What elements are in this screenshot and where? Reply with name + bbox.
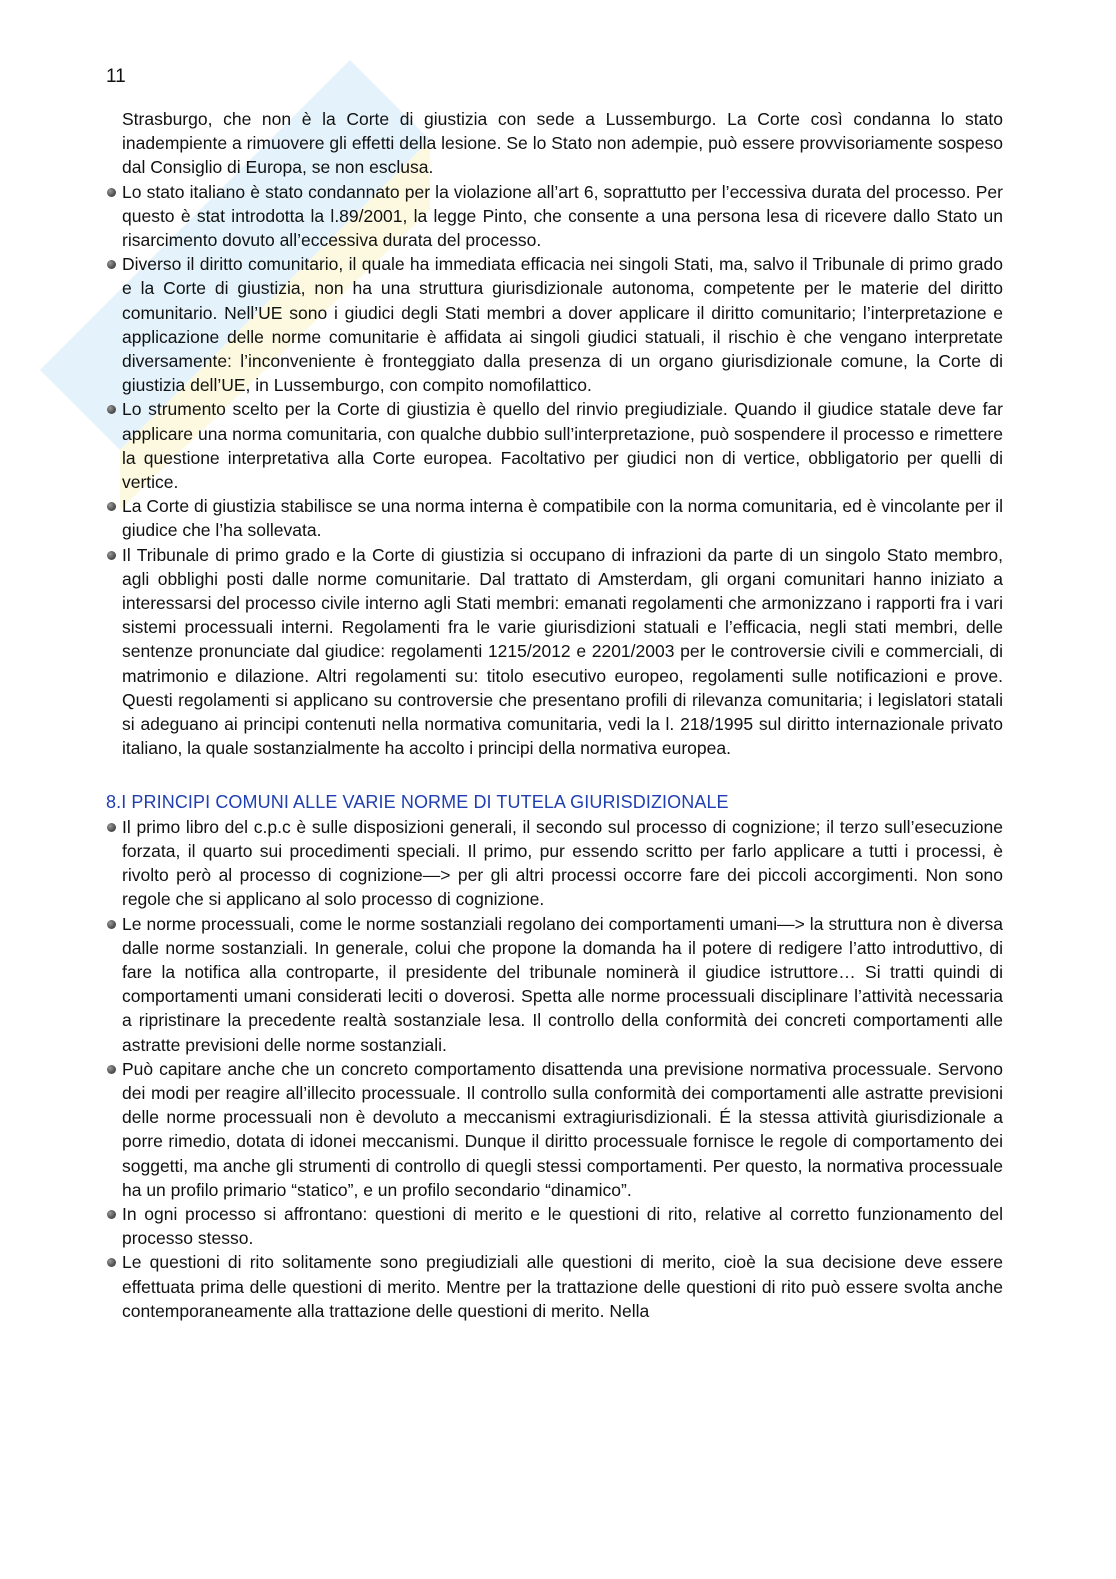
list-item: La Corte di giustizia stabilisce se una norma interna è compatibile con la norma comunitaria, ed è vincolante per il giudice che l’ha sollevata. xyxy=(122,494,1003,542)
list-item: Lo strumento scelto per la Corte di giustizia è quello del rinvio pregiudiziale. Quando il giudice statale deve far applicare una norma comunitaria, con qualche dubbio sull’interpretazione, può sospendere il processo e rimettere la questione interpretativa alla Corte europea. Facoltativo per giudici non di vertice, obbligatorio per quelli di vertice. xyxy=(122,397,1003,494)
list-item: Le questioni di rito solitamente sono pregiudiziali alle questioni di merito, cioè la sua decisione deve essere effettuata prima delle questioni di merito. Mentre per la trattazione delle questioni di rito può essere svolta anche contemporaneamente alla trattazione delle questioni di merito. Nella xyxy=(122,1250,1003,1323)
list-item: Diverso il diritto comunitario, il quale ha immediata efficacia nei singoli Stati, ma, salvo il Tribunale di primo grado e la Corte di giustizia, non ha una struttura giurisdizionale autonoma, competente per le materie del diritto comunitario. Nell’UE sono i giudici degli Stati membri a dover applicare il diritto comunitario; l’interpretazione e applicazione delle norme comunitarie è affidata ai singoli giudici statuali, il rischio è che vengano interpretate diversamente: l’inconveniente è fronteggiato dalla presenza di un organo giurisdizionale comune, la Corte di giustizia dell’UE, in Lussemburgo, con compito nomofilattico. xyxy=(122,252,1003,397)
section-heading: 8.I PRINCIPI COMUNI ALLE VARIE NORME DI TUTELA GIURISDIZIONALE xyxy=(106,792,729,813)
document-body xyxy=(106,107,1003,1323)
list-item: Il primo libro del c.p.c è sulle disposizioni generali, il secondo sul processo di cognizione; il terzo sull’esecuzione forzata, il quarto sui procedimenti speciali. Il primo, pur essendo scritto per farlo applicare a tutti i processi, è rivolto però al processo di cognizione—> per gli altri processi occorre fare dei piccoli accorgimenti. Non sono regole che si applicano al solo processo di cognizione. xyxy=(122,815,1003,912)
list-item: Il Tribunale di primo grado e la Corte di giustizia si occupano di infrazioni da parte di un singolo Stato membro, agli obblighi posti dalle norme comunitarie. Dal trattato di Amsterdam, gli organi comunitari hanno iniziato a interessarsi del processo civile interno agli Stati membri: emanati regolamenti che armonizzano i rapporti fra i vari sistemi processuali interni. Regolamenti fra le varie giurisdizioni statuali e l’efficacia, negli stati membri, delle sentenze pronunciate dal giudice: regolamenti 1215/2012 e 2201/2003 per le controversie civili e commerciali, di matrimonio e dilazione. Altri regolamenti su: titolo esecutivo europeo, regolamenti sulle notificazioni e prove. Questi regolamenti si applicano su controversie che presentano profili di rilevanza comunitaria; i legislatori statali si adeguano ai principi contenuti nella normativa comunitaria, vedi la l. 218/1995 sul diritto internazionale privato italiano, la quale sostanzialmente ha accolto i principi della normativa europea. xyxy=(122,543,1003,761)
list-item: Lo stato italiano è stato condannato per la violazione all’art 6, soprattutto per l’eccessiva durata del processo. Per questo è stat introdotta la l.89/2001, la legge Pinto, che consente a una persona lesa di ricevere dallo Stato un risarcimento dovuto all’eccessiva durata del processo. xyxy=(122,180,1003,253)
list-item: Può capitare anche che un concreto comportamento disattenda una previsione normativa processuale. Servono dei modi per reagire all’illecito processuale. Il controllo sulla conformità dei comportamenti alle astratte previsioni delle norme processuali non è devoluto a meccanismi extragiurisdizionali. É la stessa attività giurisdizionale a porre rimedio, dotata di idonei meccanismi. Dunque il diritto processuale fornisce le regole di comportamento dei soggetti, ma anche gli strumenti di controllo di quegli stessi comportamenti. Per questo, la normativa processuale ha un profilo primario “statico”, e un profilo secondario “dinamico”. xyxy=(122,1057,1003,1202)
page-number: 11 xyxy=(106,66,126,87)
list-item: Le norme processuali, come le norme sostanziali regolano dei comportamenti umani—> la struttura non è diversa dalle norme sostanziali. In generale, colui che propone la domanda ha il potere di redigere l’atto introduttivo, di fare la notifica alla controparte, il presidente del tribunale nominerà il giudice istruttore… Si tratti quindi di comportamenti umani considerati leciti o doverosi. Spetta alle norme processuali disciplinare l’attività necessaria a ripristinare la precedente realtà sostanziale lesa. Il controllo della conformità dei concreti comportamenti alle astratte previsioni delle norme sostanziali. xyxy=(122,912,1003,1057)
list-item: In ogni processo si affrontano: questioni di merito e le questioni di rito, relative al corretto funzionamento del processo stesso. xyxy=(122,1202,1003,1250)
intro-paragraph: Strasburgo, che non è la Corte di giustizia con sede a Lussemburgo. La Corte così condanna lo stato inadempiente a rimuovere gli effetti della lesione. Se lo Stato non adempie, può essere provvisoriamente sospeso dal Consiglio di Europa, se non esclusa. xyxy=(122,109,1003,178)
